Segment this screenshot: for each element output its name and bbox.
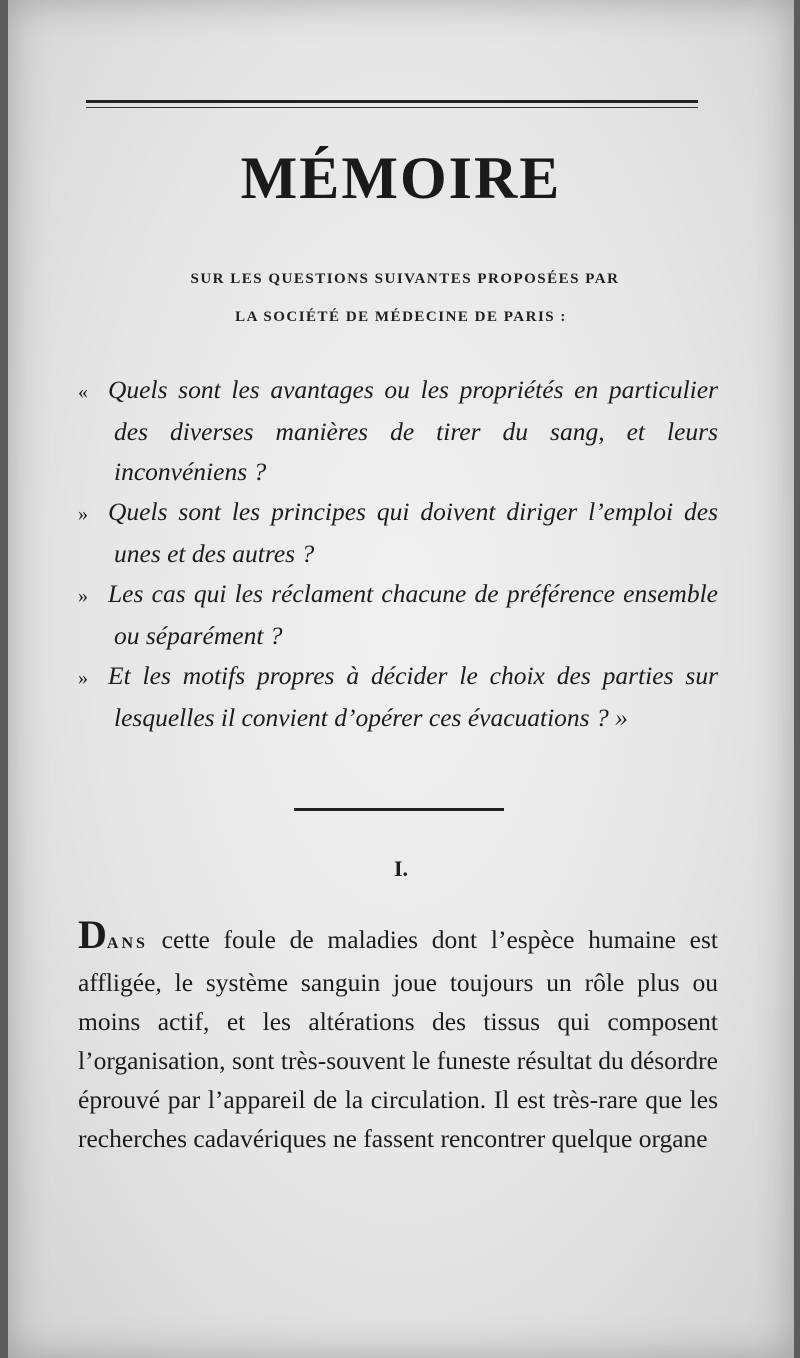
question-text: Quels sont les principes qui doivent diriger l’emploi des unes et des autres ? <box>108 497 718 568</box>
top-double-rule <box>86 100 698 112</box>
drop-cap: D <box>78 912 107 957</box>
top-rule-thin <box>86 107 698 108</box>
questions-block <box>78 370 718 738</box>
quote-mark: » <box>78 585 88 607</box>
question-1 <box>78 370 718 492</box>
top-rule-thick <box>86 100 698 103</box>
question-4 <box>78 656 718 738</box>
small-caps-word: ANS <box>106 935 148 952</box>
quote-mark: » <box>78 667 88 689</box>
page-title: MÉMOIRE <box>240 145 562 211</box>
body-paragraph <box>78 912 718 1158</box>
question-text: Les cas qui les réclament chacune de préférence ensemble ou séparément ? <box>108 579 718 650</box>
book-page <box>8 0 794 1358</box>
question-text: Quels sont les avantages ou les propriétés en particulier des diverses manières de tirer du sang, et leurs inconvéniens ? <box>108 375 718 486</box>
question-2 <box>78 492 718 574</box>
question-text: Et les motifs propres à décider le choix des parties sur lesquelles il convient d’opérer ces évacuations ? » <box>108 661 718 732</box>
section-divider-rule <box>294 808 504 811</box>
quote-mark: » <box>78 503 88 525</box>
paragraph-text: cette foule de maladies dont l’espèce humaine est affligée, le système sanguin joue toujours un rôle plus ou moins actif, et les altérations des tissus qui composent l’organisation, sont très-souvent le funeste résultat du désordre éprouvé par l’appareil de la circulation. Il est très-rare que les recherches cadavériques ne fassent rencontrer quelque organe <box>78 925 718 1153</box>
subtitle-line-2: LA SOCIÉTÉ DE MÉDECINE DE PARIS : <box>235 309 567 325</box>
subtitle-line-1: SUR LES QUESTIONS SUIVANTES PROPOSÉES PAR <box>190 271 620 287</box>
quote-mark: « <box>78 381 88 403</box>
paragraph <box>78 912 718 1158</box>
section-number: I. <box>393 856 409 881</box>
question-3 <box>78 574 718 656</box>
